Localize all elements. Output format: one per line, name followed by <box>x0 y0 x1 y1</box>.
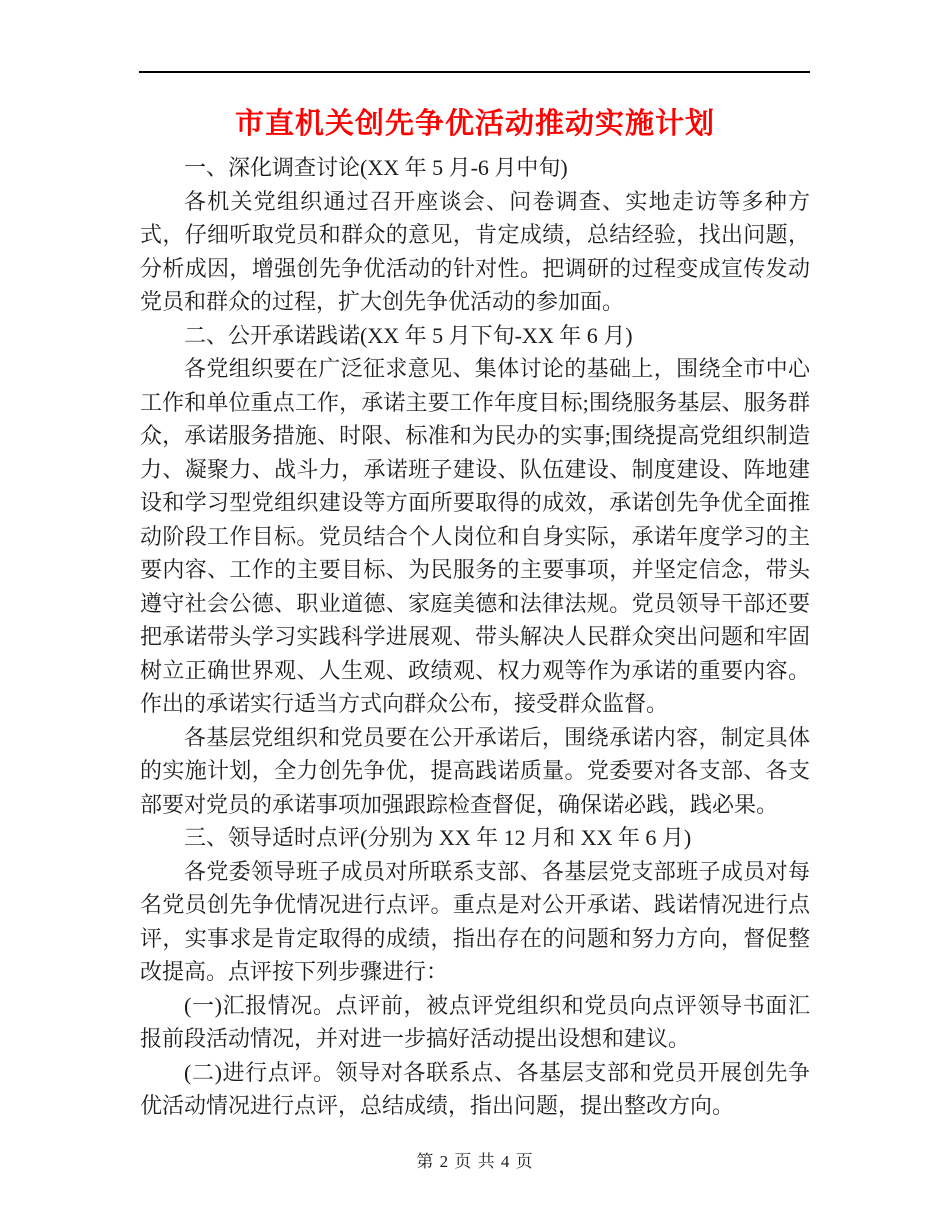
paragraph: (二)进行点评。领导对各联系点、各基层支部和党员开展创先争优活动情况进行点评，总结成绩，指出问题，提出整改方向。 <box>140 1059 810 1118</box>
page-number-footer: 第 2 页 共 4 页 <box>416 1152 534 1171</box>
document-title: 市直机关创先争优活动推动实施计划 <box>234 108 715 140</box>
paragraph: 各基层党组织和党员要在公开承诺后，围绕承诺内容，制定具体的实施计划，全力创先争优，提高践诺质量。党委要对各支部、各支部要对党员的承诺事项加强跟踪检查督促，确保诺必践，践必果。 <box>140 724 810 817</box>
paragraph: 各党组织要在广泛征求意见、集体讨论的基础上，围绕全市中心工作和单位重点工作，承诺主要工作年度目标;围绕服务基层、服务群众，承诺服务措施、时限、标准和为民办的实事;围绕提高党组织制造力、凝聚力、战斗力，承诺班子建设、队伍建设、制度建设、阵地建设和学习型党组织建设等方面所要取得的成效，承诺创先争优全面推动阶段工作目标。党员结合个人岗位和自身实际，承诺年度学习的主要内容、工作的主要目标、为民服务的主要事项，并坚定信念，带头遵守社会公德、职业道德、家庭美德和法律法规。党员领导干部还要把承诺带头学习实践科学进展观、带头解决人民群众突出问题和牢固树立正确世界观、人生观、政绩观、权力观等作为承诺的重要内容。作出的承诺实行适当方式向群众公布，接受群众监督。 <box>140 356 810 716</box>
section-heading-3: 三、领导适时点评(分别为 XX 年 12 月和 XX 年 6 月) <box>184 825 692 850</box>
section-heading-1: 一、深化调查讨论(XX 年 5 月-6 月中旬) <box>184 155 568 180</box>
paragraph: 各党委领导班子成员对所联系支部、各基层党支部班子成员对每名党员创先争优情况进行点评。重点是对公开承诺、践诺情况进行点评，实事求是肯定取得的成绩，指出存在的问题和努力方向，督促整改提高。点评按下列步骤进行： <box>140 858 810 984</box>
paragraph: (一)汇报情况。点评前，被点评党组织和党员向点评领导书面汇报前段活动情况，并对进一步搞好活动提出设想和建议。 <box>140 992 810 1051</box>
header-rule <box>139 71 810 73</box>
document-content <box>140 102 810 1123</box>
section-heading-2: 二、公开承诺践诺(XX 年 5 月下旬-XX 年 6 月) <box>184 322 633 348</box>
paragraph: 各机关党组织通过召开座谈会、问卷调查、实地走访等多种方式，仔细听取党员和群众的意见，肯定成绩，总结经验，找出问题，分析成因，增强创先争优活动的针对性。把调研的过程变成宣传发动党员和群众的过程，扩大创先争优活动的参加面。 <box>140 188 810 314</box>
